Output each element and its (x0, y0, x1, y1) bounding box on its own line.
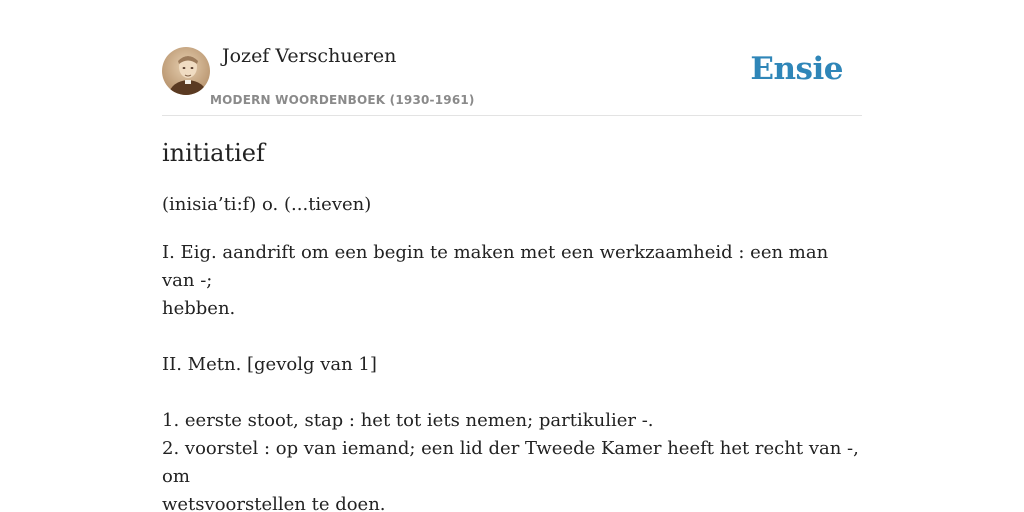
brand-logo[interactable]: Ensie (750, 51, 843, 87)
author-avatar[interactable] (162, 47, 210, 95)
definition-line (162, 379, 862, 407)
pronunciation: (inisia’ti:f) o. (...tieven) (162, 194, 372, 215)
definition-line: 2. voorstel : op van iemand; een lid der Tweede Kamer heeft het recht van -, om (162, 438, 859, 487)
entry-card (162, 0, 862, 512)
headword: initiatief (162, 139, 265, 167)
portrait-photo-icon (162, 47, 210, 95)
definition-line (162, 323, 862, 351)
definition-line: 1. eerste stoot, stap : het tot iets nemen; partikulier -. (162, 410, 654, 431)
definition-line: II. Metn. [gevolg van 1] (162, 354, 377, 375)
definition-body (162, 239, 862, 512)
source-title[interactable]: MODERN WOORDENBOEK (1930-1961) (210, 93, 475, 107)
header-divider (162, 115, 862, 116)
author-name[interactable]: Jozef Verschueren (222, 45, 397, 67)
definition-line: hebben. (162, 298, 236, 319)
definition-line: wetsvoorstellen te doen. (162, 494, 386, 512)
definition-line: I. Eig. aandrift om een begin te maken met een werkzaamheid : een man van -; (162, 242, 829, 291)
